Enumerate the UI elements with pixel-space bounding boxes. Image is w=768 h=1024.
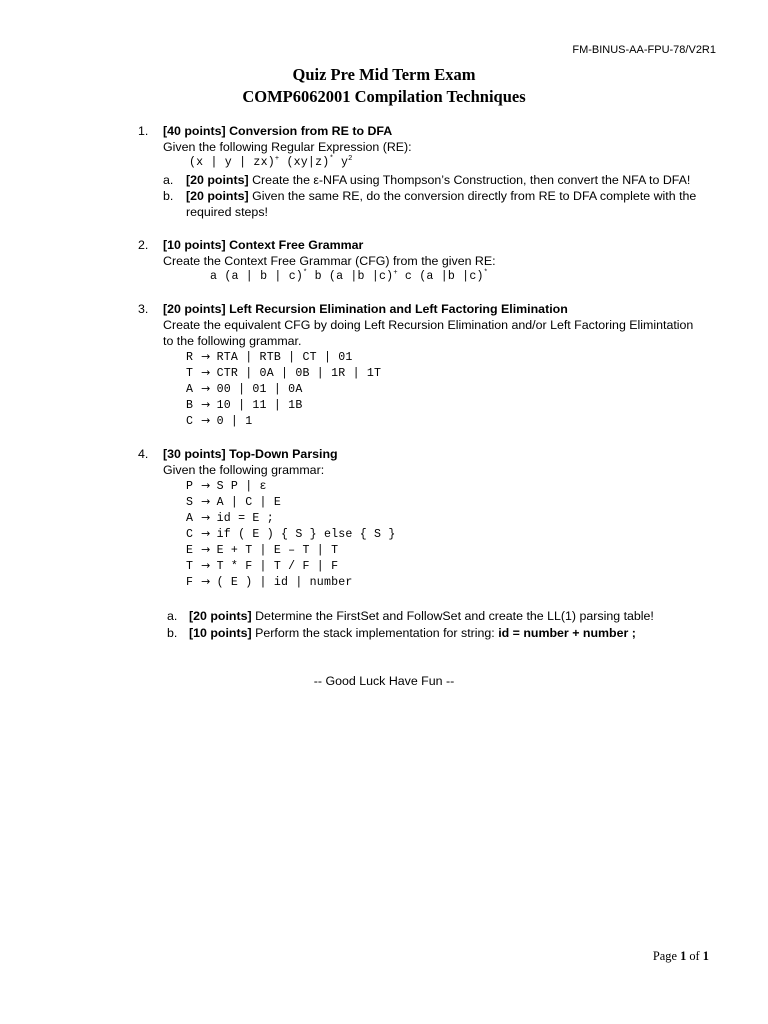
arrow-icon: →	[201, 382, 211, 395]
question-number: 2.	[138, 238, 149, 252]
subquestion-mark: a.	[163, 173, 174, 187]
form-code: FM-BINUS-AA-FPU-78/V2R1	[572, 44, 716, 56]
rule-lhs: B	[186, 399, 194, 412]
question-intro: Create the Context Free Grammar (CFG) from the given RE:	[163, 254, 496, 268]
closing-note: -- Good Luck Have Fun --	[313, 674, 455, 688]
grammar-rule	[186, 366, 381, 380]
rule-lhs: F	[186, 576, 194, 589]
question-intro: Given the following grammar:	[163, 463, 325, 477]
arrow-icon: →	[201, 559, 211, 572]
rule-rhs: ( E ) | id | number	[216, 576, 353, 589]
question-number: 4.	[138, 447, 149, 461]
page-number: Page 1 of 1	[652, 949, 709, 963]
rule-lhs: C	[186, 415, 194, 428]
rule-rhs: 10 | 11 | 1B	[216, 399, 303, 412]
subquestion-a: [20 points] Determine the FirstSet and FollowSet and create the LL(1) parsing table!	[189, 609, 654, 623]
rule-lhs: R	[186, 351, 194, 364]
grammar-rule	[186, 527, 396, 541]
arrow-icon: →	[201, 511, 211, 524]
arrow-icon: →	[201, 495, 211, 508]
grammar-rule	[186, 350, 353, 364]
grammar-rule	[186, 382, 302, 396]
rule-rhs: E + T | E – T | T	[216, 544, 339, 557]
subquestion-mark: a.	[167, 609, 178, 623]
arrow-icon: →	[201, 366, 211, 379]
grammar-rule	[186, 575, 353, 589]
rule-lhs: S	[186, 496, 194, 509]
rule-rhs: id = E ;	[216, 512, 274, 525]
arrow-icon: →	[201, 414, 211, 427]
rule-rhs: if ( E ) { S } else { S }	[216, 528, 396, 541]
question-number: 3.	[138, 302, 149, 316]
subquestion-mark: b.	[163, 189, 174, 203]
arrow-icon: →	[201, 398, 211, 411]
question-heading: [30 points] Top-Down Parsing	[163, 447, 338, 461]
regular-expression: (x | y | zx)+ (xy|z)* $y^2$	[189, 155, 353, 169]
rule-rhs: 00 | 01 | 0A	[216, 383, 303, 396]
title-block	[0, 64, 768, 108]
question-intro: Create the equivalent CFG by doing Left Recursion Elimination and/or Left Factoring Elimintation	[163, 318, 694, 332]
grammar-rule	[186, 511, 274, 525]
rule-lhs: T	[186, 560, 194, 573]
subquestion-b-continued: required steps!	[186, 205, 268, 219]
question-intro-continued: to the following grammar.	[163, 334, 302, 348]
arrow-icon: →	[201, 575, 211, 588]
subquestion-mark: b.	[167, 626, 178, 640]
subquestion-a: [20 points] Create the ε-NFA using Thompson’s Construction, then convert the NFA to DFA!	[186, 173, 691, 187]
rule-rhs: S P | ε	[216, 480, 267, 493]
question-intro: Given the following Regular Expression (RE):	[163, 140, 412, 154]
arrow-icon: →	[201, 527, 211, 540]
grammar-rule	[186, 495, 281, 509]
subquestion-b: [20 points] Given the same RE, do the conversion directly from RE to DFA complete with the	[186, 189, 697, 203]
arrow-icon: →	[201, 543, 211, 556]
arrow-icon: →	[201, 350, 211, 363]
rule-rhs: A | C | E	[216, 496, 282, 509]
question-heading: [20 points] Left Recursion Elimination and Left Factoring Elimination	[163, 302, 568, 316]
question-heading: [10 points] Context Free Grammar	[163, 238, 364, 252]
rule-rhs: CTR | 0A | 0B | 1R | 1T	[216, 367, 382, 380]
grammar-rule	[186, 479, 267, 493]
regular-expression: a (a | b | c)* b (a |b |c)+ c (a |b |c)*	[210, 269, 489, 283]
grammar-rule	[186, 543, 338, 557]
rule-lhs: T	[186, 367, 194, 380]
rule-rhs: 0 | 1	[216, 415, 253, 428]
grammar-rule	[186, 559, 338, 573]
rule-rhs: T * F | T / F | F	[216, 560, 339, 573]
rule-lhs: E	[186, 544, 194, 557]
question-number: 1.	[138, 124, 149, 138]
subquestion-b: [10 points] Perform the stack implementation for string: id = number + number ;	[189, 626, 636, 640]
rule-lhs: C	[186, 528, 194, 541]
rule-rhs: RTA | RTB | CT | 01	[216, 351, 353, 364]
arrow-icon: →	[201, 479, 211, 492]
rule-lhs: A	[186, 383, 194, 396]
rule-lhs: A	[186, 512, 194, 525]
course-title: COMP6062001 Compilation Techniques	[242, 87, 526, 106]
exam-title: Quiz Pre Mid Term Exam	[292, 65, 476, 84]
rule-lhs: P	[186, 480, 194, 493]
grammar-rule	[186, 398, 302, 412]
grammar-rule	[186, 414, 252, 428]
question-heading: [40 points] Conversion from RE to DFA	[163, 124, 393, 138]
